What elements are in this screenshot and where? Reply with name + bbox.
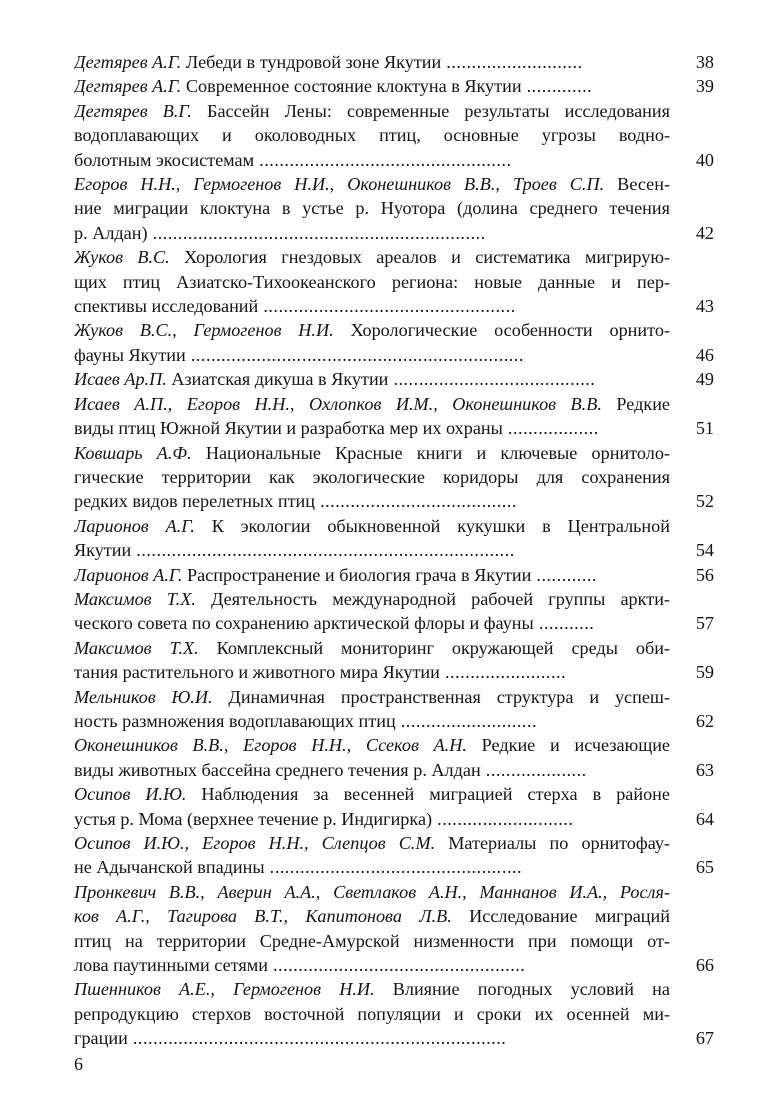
entry-line [74,733,670,757]
entry-title: Национальные Красные книги и ключевые орнитоло- [191,442,670,463]
entry-title: Редкие и исчезающие [466,735,670,756]
entry-leader-dots: ........................ [439,662,567,683]
entry-line [74,367,670,391]
entry-leader-dots: .................................................. [267,955,526,976]
entry-leader-dots: .................................................. [258,296,516,317]
toc-entry [74,172,714,245]
entry-authors: Исаев Ар.П. [74,369,167,390]
toc-entry [74,441,714,514]
entry-line [74,904,670,928]
entry-line [74,782,670,806]
entry-authors: Осипов И.Ю., Егоров Н.Н., Слепцов С.М. [74,833,436,853]
entry-line [74,196,670,220]
entry-authors: Ларионов А.Г. [74,564,183,585]
entry-line [74,294,670,318]
entry-page-number: 38 [695,52,714,72]
toc-entry [74,50,714,74]
entry-leader-dots: ........................................ [388,369,596,390]
entry-page-number: 66 [695,955,714,976]
entry-title: Современное состояние клоктуна в Якутии [181,76,522,97]
entry-title: щих птиц Азиатско-Тихоокеанского региона: новые данные и пер- [74,271,670,292]
entry-authors: Дегтярев В.Г. [74,100,192,121]
entry-line [74,172,670,196]
entry-title: р. Алдан) [74,222,148,243]
entry-leader-dots: .................. [502,418,599,439]
entry-authors: Пшенников А.Е., Гермогенов Н.И. [74,979,375,1000]
entry-page-number: 67 [695,1028,714,1049]
entry-line [74,441,670,465]
entry-title: Распространение и биология грача в Якутии [182,564,532,585]
toc-entry [74,782,714,831]
entry-leader-dots: ............. [521,76,593,97]
entry-leader-dots: .................................................. [254,149,512,170]
toc-entry [74,563,714,587]
entry-leader-dots: ....................................... [315,491,517,512]
entry-title: птиц на территории Средне-Амурской низменности при помощи от- [74,930,670,951]
entry-leader-dots: ........................... [395,710,538,731]
entry-line [74,807,670,831]
entry-title: ческого совета по сохранению арктической флоры и фауны [74,613,534,634]
entry-line [74,74,670,98]
entry-title: Лебеди в тундровой зоне Якутии [181,52,442,72]
entry-title: Комплексный мониторинг окружающей среды оби- [198,637,670,658]
entry-title: грации [74,1028,128,1049]
entry-line [74,221,670,245]
toc-entry [74,636,714,685]
toc-entry [74,392,714,441]
entry-line [74,587,670,611]
entry-title: Бассейн Лены: современные результаты исследования [191,100,670,121]
entry-title: Наблюдения за весенней миграцией стерха в районе [186,784,670,805]
toc-entry [74,587,714,636]
entry-page-number: 51 [695,418,714,439]
entry-leader-dots: ........... [533,613,595,634]
entry-line [74,50,670,74]
toc-entry [74,733,714,782]
entry-title: Азиатская дикуша в Якутии [166,369,389,390]
entry-line [74,465,670,489]
entry-authors: Оконешников В.В., Егоров Н.Н., Ссеков А.Н. [74,735,467,756]
entry-title: устья р. Мома (верхнее течение р. Индигирка) [74,808,433,829]
entry-title: не Адычанской впадины [74,857,265,878]
entry-authors: Егоров Н.Н., Гермогенов Н.И., Оконешников В.В., Троев С.П. [74,174,605,195]
entry-page-number: 62 [695,710,714,731]
entry-title: Хорология гнездовых ареалов и систематика мигрирую- [169,247,670,268]
entry-title: гические территории как экологические коридоры для сохранения [74,466,670,487]
entry-line [74,929,670,953]
entry-line [74,660,670,684]
entry-line [74,611,670,635]
entry-leader-dots: ........................... [432,808,574,829]
entry-line [74,563,670,587]
entry-authors: Максимов Т.Х. [74,588,196,609]
entry-authors: Пронкевич В.В., Аверин А.А., Светлаков А.Н., Маннанов И.А., Росля- [74,881,670,902]
toc-entry [74,977,714,1050]
entry-line [74,880,670,904]
entry-title: спективы исследований [74,296,259,317]
entry-title: Динамичная пространственная структура и успеш- [212,686,670,707]
entry-page-number: 39 [695,76,714,97]
entry-title: К экологии обыкновенной кукушки в Центральной [194,515,670,536]
entry-title: Хорологические особенности орнито- [333,320,670,341]
entry-line [74,123,670,147]
entry-authors: Ларионов А.Г. [74,515,195,536]
entry-title: тания растительного и животного мира Якутии [74,662,440,683]
entry-title: Деятельность международной рабочей группы аркти- [195,588,670,609]
entry-line [74,318,670,342]
entry-line [74,1002,670,1026]
entry-line [74,416,670,440]
toc-entry [74,831,714,880]
entry-title: фауны Якутии [74,344,186,365]
toc-entry [74,245,714,318]
entry-title: ние миграции клоктуна в устье р. Нуотора (долина среднего течения [74,198,670,219]
entry-title: болотным экосистемам [74,149,255,170]
toc-entry [74,99,714,172]
toc-entry [74,880,714,978]
entry-leader-dots: ........................................................................... [131,540,515,561]
entry-leader-dots: .................................................................. [185,344,524,365]
entry-leader-dots: .................................................................. [147,222,486,243]
entry-authors: Дегтярев А.Г. [74,52,182,72]
entry-line [74,685,670,709]
entry-line [74,831,670,855]
toc-entry [74,685,714,734]
entry-leader-dots: ............ [531,564,597,585]
entry-page-number: 42 [695,222,714,243]
entry-title: виды птиц Южной Якутии и разработка мер их охраны [74,418,503,439]
entry-title: Материалы по орнитофау- [435,833,670,853]
entry-line [74,270,670,294]
entry-line [74,636,670,660]
entry-line [74,953,670,977]
entry-leader-dots: .......................................................................... [127,1028,507,1049]
page-number: 6 [74,1054,83,1074]
entry-title: виды животных бассейна среднего течения р. Алдан [74,759,481,780]
toc-entry [74,318,714,367]
entry-page-number: 52 [695,491,714,512]
entry-title: редких видов перелетных птиц [74,491,316,512]
entry-line [74,489,670,513]
entry-leader-dots: .................................................. [264,857,522,878]
entry-authors: ков А.Г., Тагирова В.Т., Капитонова Л.В. [74,906,452,927]
entry-title: Исследование миграций [451,906,670,927]
entry-title: Якутии [74,540,132,561]
entry-authors: Максимов Т.Х. [74,637,199,658]
entry-leader-dots: ........................... [441,52,583,72]
entry-authors: Жуков В.С. [74,247,170,268]
entry-title: Влияние погодных условий на [374,979,670,1000]
entry-authors: Дегтярев А.Г. [74,76,182,97]
entry-leader-dots: .................... [480,759,587,780]
entry-page-number: 49 [695,369,714,390]
entry-line [74,148,670,172]
entry-line [74,1026,670,1050]
entry-line [74,758,670,782]
entry-title: ность размножения водоплавающих птиц [74,710,396,731]
entry-page-number: 43 [695,296,714,317]
entry-line [74,709,670,733]
entry-line [74,855,670,879]
entry-title: Весен- [604,174,670,195]
entry-title: репродукцию стерхов восточной популяции и сроки их осенней ми- [74,1003,670,1024]
entry-authors: Исаев А.П., Егоров Н.Н., Охлопков И.М., Оконешников В.В. [74,393,602,414]
entry-line [74,538,670,562]
entry-page-number: 63 [695,759,714,780]
entry-page-number: 64 [695,808,714,829]
toc-entry [74,74,714,98]
toc-entry [74,514,714,563]
entry-page-number: 40 [695,149,714,170]
entry-title: водоплавающих и околоводных птиц, основные угрозы водно- [74,125,670,146]
entry-line [74,99,670,123]
entry-page-number: 56 [695,564,714,585]
table-of-contents [74,50,714,1051]
entry-line [74,977,670,1001]
toc-entry [74,367,714,391]
entry-page-number: 65 [695,857,714,878]
entry-line [74,392,670,416]
entry-line [74,343,670,367]
entry-line [74,245,670,269]
entry-authors: Ковшарь А.Ф. [74,442,192,463]
entry-line [74,514,670,538]
entry-authors: Осипов И.Ю. [74,784,187,805]
entry-page-number: 59 [695,662,714,683]
entry-title: лова паутинными сетями [74,955,268,976]
entry-authors: Мельников Ю.И. [74,686,213,707]
entry-title: Редкие [601,393,670,414]
entry-page-number: 54 [695,540,714,561]
entry-page-number: 46 [695,344,714,365]
entry-authors: Жуков В.С., Гермогенов Н.И. [74,320,334,341]
entry-page-number: 57 [695,613,714,634]
